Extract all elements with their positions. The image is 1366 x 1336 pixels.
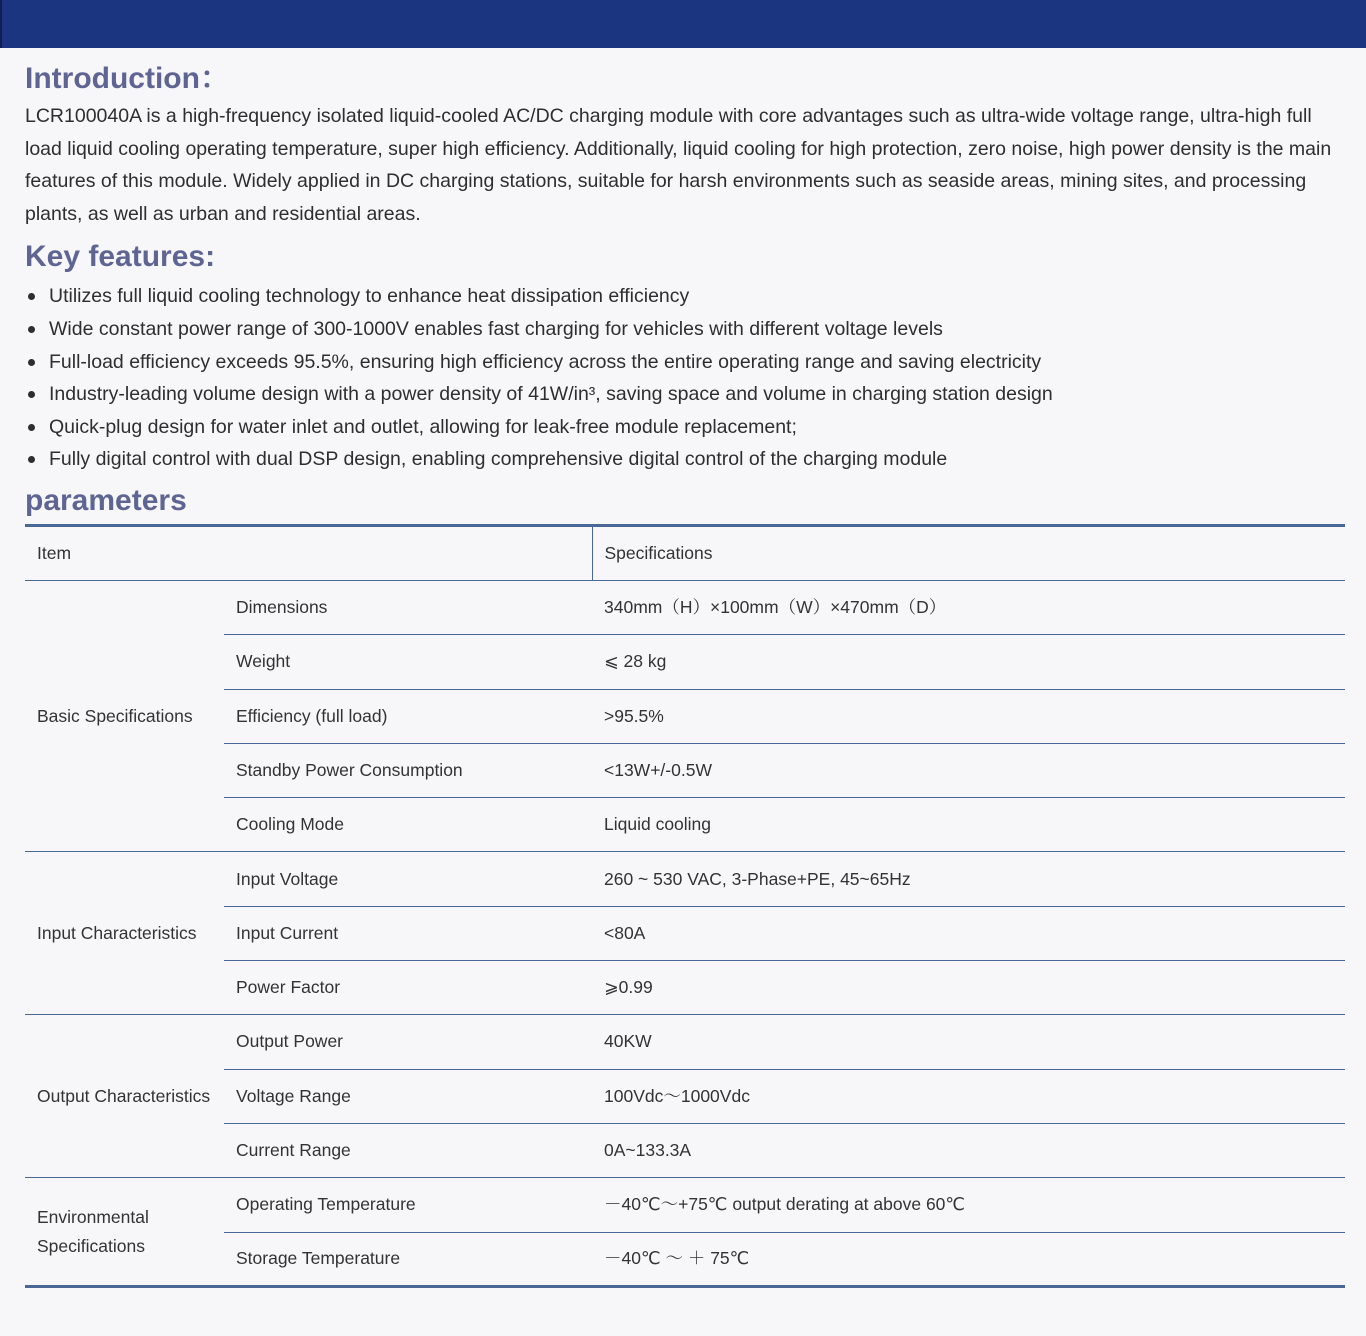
row-value: 40KW bbox=[592, 1015, 1345, 1069]
row-value: Liquid cooling bbox=[592, 798, 1345, 852]
table-row bbox=[25, 580, 1345, 634]
group-basic-specifications: Basic Specifications bbox=[25, 580, 224, 851]
parameters-table bbox=[25, 524, 1345, 1288]
row-label: Efficiency (full load) bbox=[224, 689, 592, 743]
row-label: Cooling Mode bbox=[224, 798, 592, 852]
table-row bbox=[25, 1178, 1345, 1232]
introduction-heading: Introduction： bbox=[25, 62, 230, 95]
key-features-heading: Key features: bbox=[25, 240, 216, 274]
row-label: Output Power bbox=[224, 1015, 592, 1069]
page-content bbox=[25, 60, 1345, 1288]
introduction-text: LCR100040A is a high-frequency isolated liquid-cooled AC/DC charging module with core advantages such as ultra-wide voltage range, ultra-high full load liquid cooling operating temperature, super high efficiency. Additionally, liquid cooling for high protection, zero noise, high power density is the main features of this module. Widely applied in DC charging stations, suitable for harsh environments such as seaside areas, mining sites, and processing plants, as well as urban and residential areas. bbox=[25, 105, 1332, 225]
top-banner bbox=[0, 0, 1366, 48]
row-value: <80A bbox=[592, 906, 1345, 960]
group-environmental-specifications: Environmental Specifications bbox=[37, 1206, 149, 1256]
group-output-characteristics: Output Characteristics bbox=[25, 1015, 224, 1178]
header-item: Item bbox=[25, 525, 592, 580]
row-value: 100Vdc～1000Vdc bbox=[592, 1069, 1345, 1123]
feature-item: Utilizes full liquid cooling technology to enhance heat dissipation efficiency bbox=[25, 280, 1345, 313]
row-value: －40℃～+75℃ output derating at above 60℃ bbox=[592, 1178, 1345, 1232]
row-value: 340mm（H）×100mm（W）×470mm（D） bbox=[592, 580, 1345, 634]
feature-item: Fully digital control with dual DSP design, enabling comprehensive digital control of the charging module bbox=[25, 443, 1345, 476]
row-label: Power Factor bbox=[224, 961, 592, 1015]
row-label: Dimensions bbox=[224, 580, 592, 634]
row-label: Operating Temperature bbox=[224, 1178, 592, 1232]
row-label: Standby Power Consumption bbox=[224, 743, 592, 797]
feature-item: Quick-plug design for water inlet and outlet, allowing for leak-free module replacement; bbox=[25, 411, 1345, 444]
table-row bbox=[25, 1015, 1345, 1069]
row-label: Input Current bbox=[224, 906, 592, 960]
row-value: >95.5% bbox=[592, 689, 1345, 743]
row-label: Weight bbox=[224, 635, 592, 689]
row-value: －40℃ ～ ＋ 75℃ bbox=[604, 1248, 750, 1269]
row-value: ⩾0.99 bbox=[592, 961, 1345, 1015]
row-label: Input Voltage bbox=[224, 852, 592, 906]
row-value: ⩽ 28 kg bbox=[592, 635, 1345, 689]
feature-item: Industry-leading volume design with a power density of 41W/in³, saving space and volume in charging station design bbox=[25, 378, 1345, 411]
row-value: <13W+/-0.5W bbox=[592, 743, 1345, 797]
header-specifications: Specifications bbox=[592, 525, 1345, 580]
table-header-row bbox=[25, 525, 1345, 580]
parameters-heading: parameters bbox=[25, 483, 187, 517]
table-row bbox=[25, 852, 1345, 906]
key-features-list bbox=[25, 280, 1345, 476]
row-label: Voltage Range bbox=[224, 1069, 592, 1123]
row-value: 0A~133.3A bbox=[592, 1123, 1345, 1177]
group-input-characteristics: Input Characteristics bbox=[25, 852, 224, 1015]
row-value: 260 ~ 530 VAC, 3-Phase+PE, 45~65Hz bbox=[592, 852, 1345, 906]
feature-item: Wide constant power range of 300-1000V enables fast charging for vehicles with different voltage levels bbox=[25, 313, 1345, 346]
row-label: Storage Temperature bbox=[236, 1248, 401, 1269]
row-label: Current Range bbox=[224, 1123, 592, 1177]
feature-item: Full-load efficiency exceeds 95.5%, ensuring high efficiency across the entire operating range and saving electricity bbox=[25, 346, 1345, 379]
